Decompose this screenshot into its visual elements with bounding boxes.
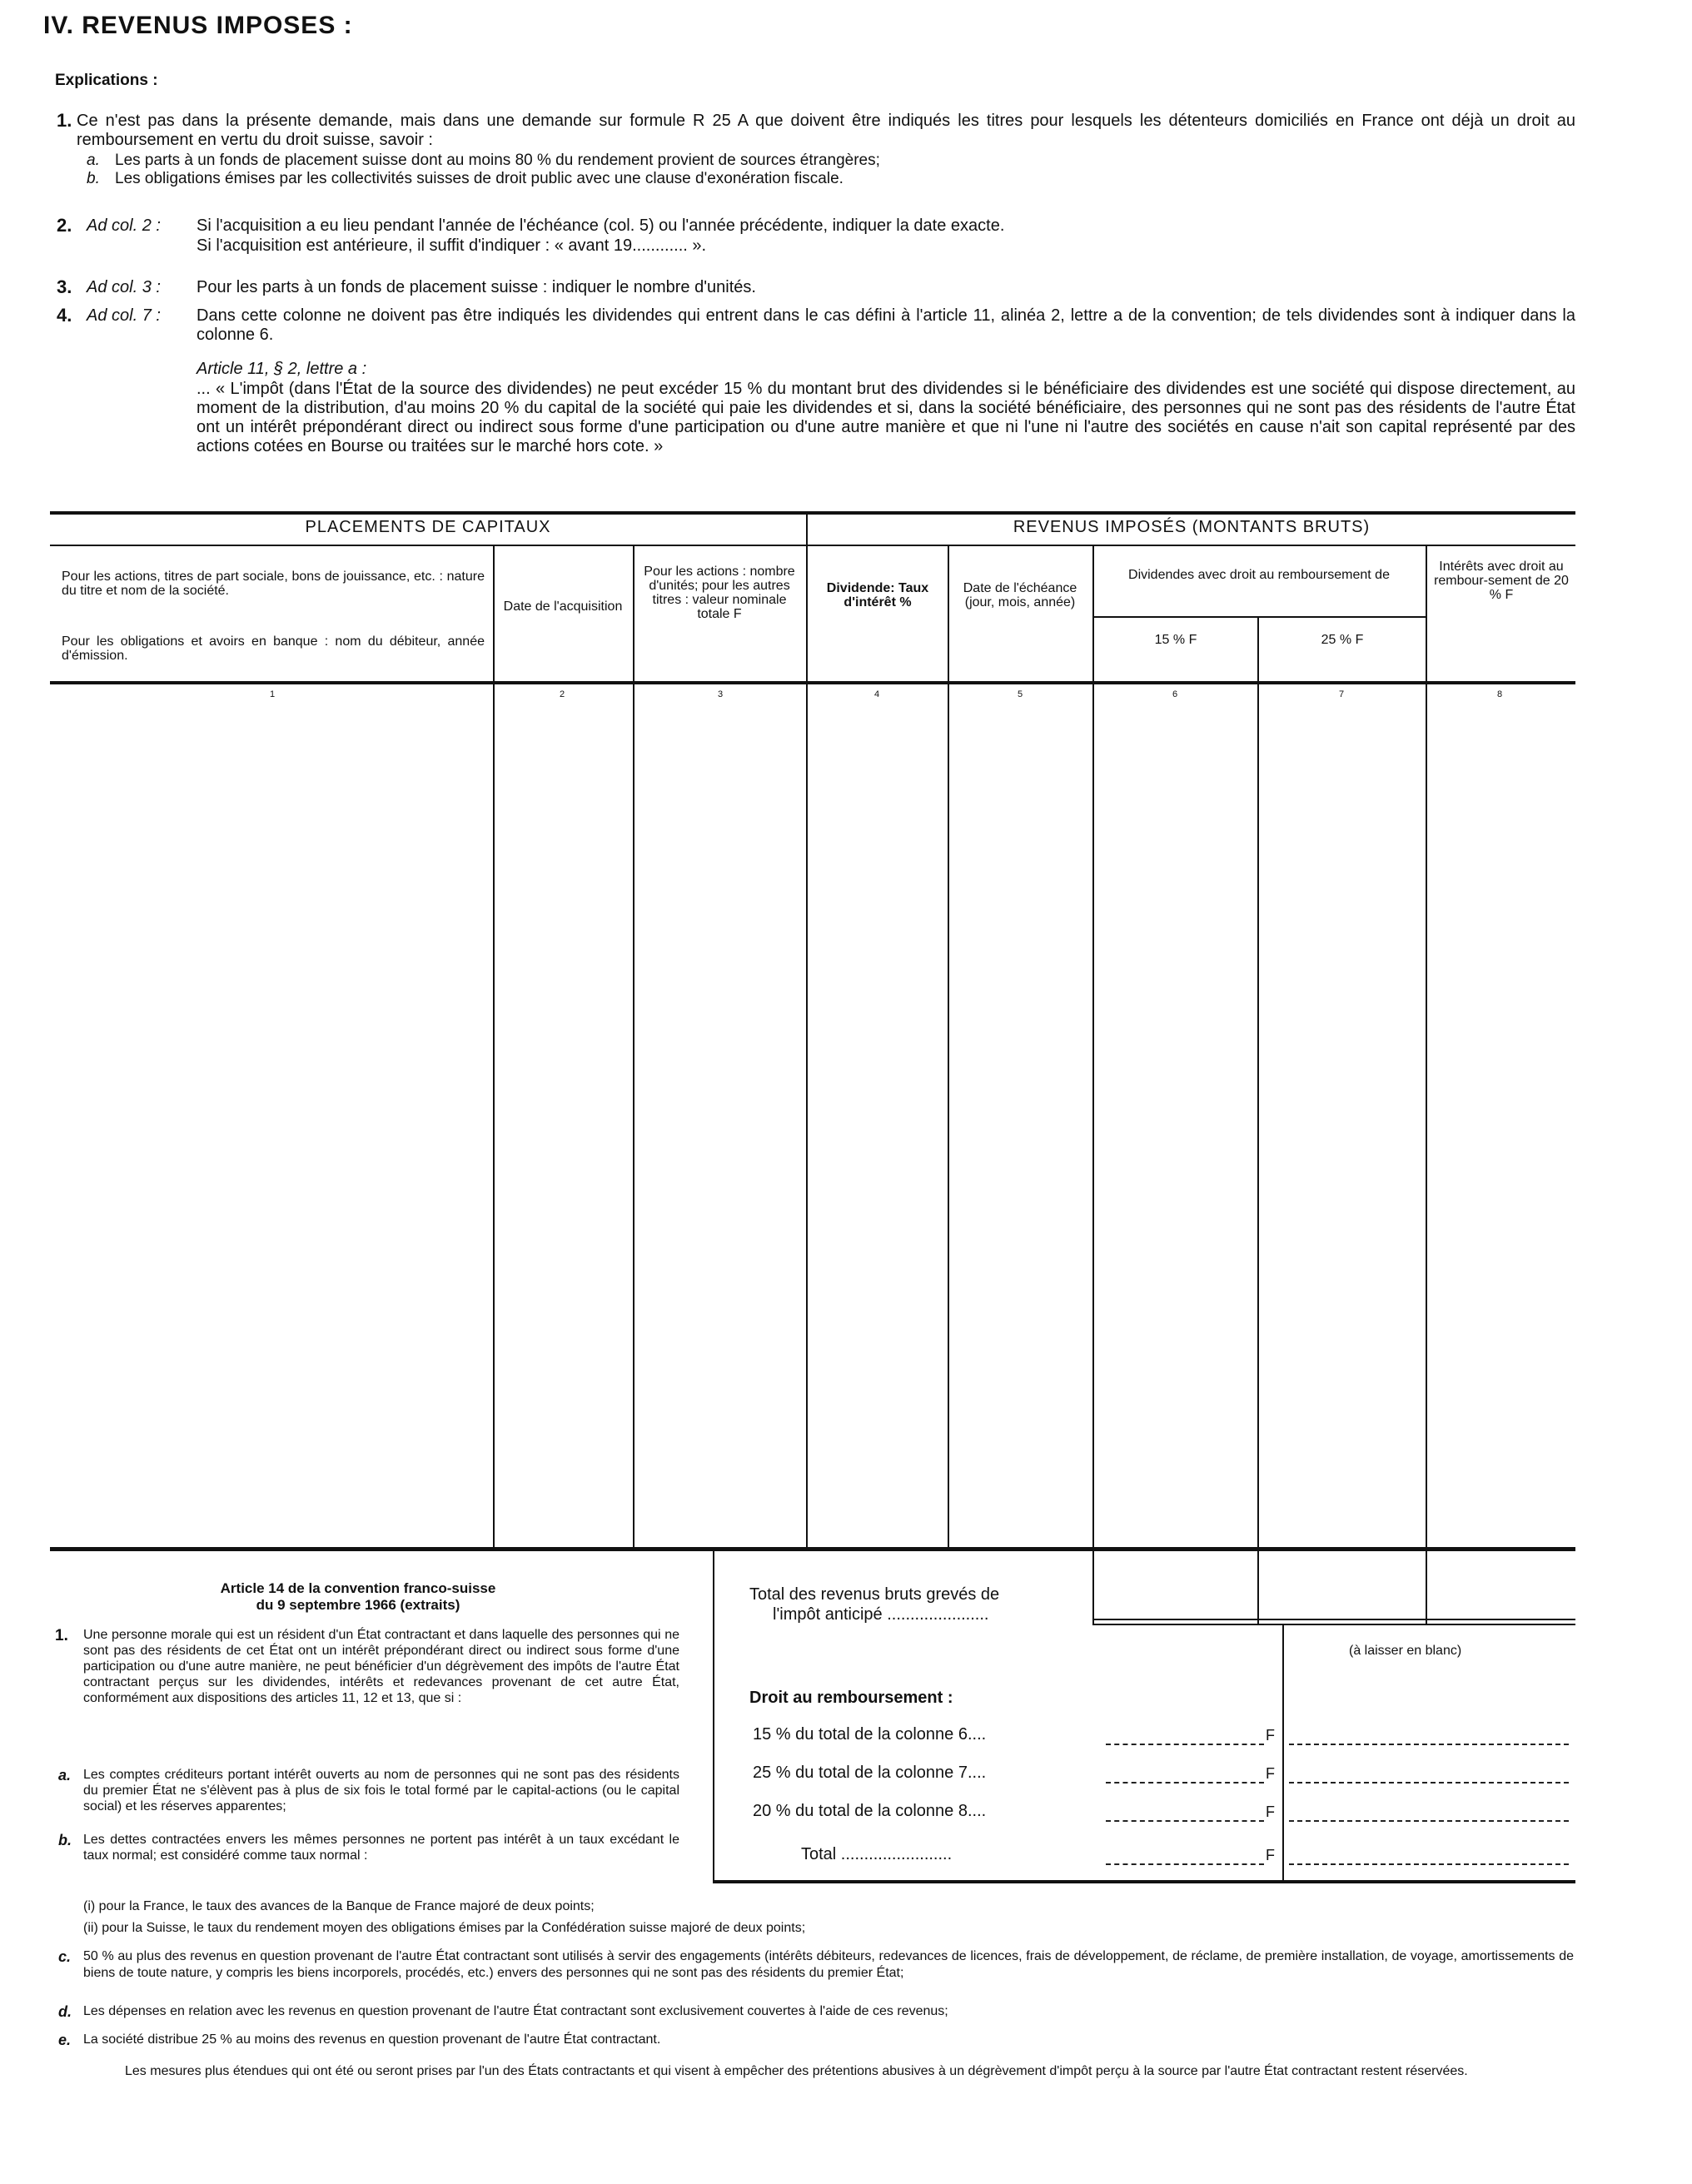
totals-rule-2 <box>1092 1624 1575 1625</box>
refund-20-blank <box>1289 1820 1569 1822</box>
item-1-number: 1. <box>57 110 72 131</box>
item-2-text-2: Si l'acquisition est antérieure, il suffit d'indiquer : « avant 19............ ». <box>197 236 707 255</box>
col2-header: Date de l'acquisition <box>503 599 623 614</box>
entry-col-7[interactable] <box>1259 699 1426 1547</box>
article14-pb-text: Les dettes contractées envers les mêmes personnes ne portent pas intérêt à un taux excédant le taux normal; est considéré comme taux normal : <box>83 1833 679 1863</box>
item-4-text: Dans cette colonne ne doivent pas être indiqués les dividendes qui entrent dans le cas défini à l'article 11, alinéa 2, lettre a de la convention; de tels dividendes sont à indiquer dans la colonne 6. <box>197 306 1575 344</box>
entry-col-8[interactable] <box>1427 699 1575 1547</box>
item-1a-text: Les parts à un fonds de placement suisse dont au moins 80 % du rendement provient de sources étrangères; <box>115 152 880 169</box>
entry-col-5[interactable] <box>949 699 1092 1547</box>
item-1b-letter: b. <box>87 170 100 187</box>
refund-total-field[interactable] <box>1106 1863 1264 1865</box>
refund-20-label: 20 % du total de la colonne 8.... <box>753 1802 987 1820</box>
total-field-col7[interactable] <box>1259 1557 1426 1617</box>
article14-closing: Les mesures plus étendues qui ont été ou seront prises par l'un des États contractants et qui visent à empêcher des prétentions abusives à un dégrèvement d'impôt perçu à la source par l'autre État contractant restent réservées. <box>125 2064 1468 2078</box>
refund-20-field[interactable] <box>1106 1820 1264 1822</box>
refund-total-currency: F <box>1266 1847 1275 1863</box>
col-number-3: 3 <box>718 689 724 699</box>
article14-pc-letter: c. <box>58 1948 72 1965</box>
refund-25-field[interactable] <box>1106 1782 1264 1784</box>
refund-total-label: Total ........................ <box>801 1845 953 1863</box>
item-3-number: 3. <box>57 276 72 297</box>
item-3-ref: Ad col. 3 : <box>87 278 161 296</box>
group-header-placements: PLACEMENTS DE CAPITAUX <box>305 518 551 536</box>
col5-header: Date de l'échéance (jour, mois, année) <box>963 581 1077 609</box>
total-field-col8[interactable] <box>1427 1557 1575 1617</box>
refund-25-currency: F <box>1266 1765 1275 1782</box>
article14-pb-i: (i) pour la France, le taux des avances de la Banque de France majoré de deux points; <box>83 1899 595 1913</box>
table-subgroup-rule <box>1092 616 1426 618</box>
refund-20-currency: F <box>1266 1803 1275 1820</box>
entry-col-2[interactable] <box>495 699 633 1547</box>
col7-header: 25 % F <box>1321 633 1364 647</box>
refund-25-blank <box>1289 1782 1569 1784</box>
col6-header: 15 % F <box>1154 633 1197 647</box>
article14-pb-ii: (ii) pour la Suisse, le taux du rendement moyen des obligations émises par la Confédération suisse majoré de deux points; <box>83 1921 806 1935</box>
totals-bottom-rule <box>713 1880 1575 1883</box>
table-bottom-rule <box>50 1547 1575 1551</box>
item-2-text-1: Si l'acquisition a eu lieu pendant l'année de l'échéance (col. 5) ou l'année précédente, indiquer la date exacte. <box>197 216 1005 235</box>
totals-box-left-border <box>713 1550 714 1883</box>
refund-25-label: 25 % du total de la colonne 7.... <box>753 1764 987 1782</box>
item-2-number: 2. <box>57 215 72 236</box>
col8-header: Intérêts avec droit au rembour-sement de 20 % F <box>1434 560 1569 602</box>
refund-15-label: 15 % du total de la colonne 6.... <box>753 1725 987 1744</box>
item-4-quote: ... « L'impôt (dans l'État de la source des dividendes) ne peut excéder 15 % du montant brut des dividendes si le bénéficiaire des dividendes est une société qui dispose directement, au moment de la distribution, d'au moins 20 % du capital de la société qui paie les dividendes et si, dans la société bénéficiaire, des personnes qui ne sont pas des résidents de l'autre État ont un intérêt prépondérant direct ou indirect sous forme d'une participation ou d'une autre manière et que ni l'une ni l'autre des sociétés en cause n'ait son capital représenté par des actions cotées en Bourse ou traitées sur le marché hors cote. » <box>197 380 1575 455</box>
entry-col-4[interactable] <box>808 699 948 1547</box>
col-number-1: 1 <box>270 689 276 699</box>
droit-label: Droit au remboursement : <box>749 1689 953 1707</box>
col3-header: Pour les actions : nombre d'unités; pour les autres titres : valeur nominale totale F <box>644 565 795 621</box>
article14-pd-letter: d. <box>58 2003 72 2020</box>
section-title: IV. REVENUS IMPOSES : <box>43 12 353 39</box>
col4-header: Dividende: Taux d'intérêt % <box>826 581 929 609</box>
item-4-ref: Ad col. 7 : <box>87 306 161 325</box>
refund-total-blank <box>1289 1863 1569 1865</box>
col1-header-a: Pour les actions, titres de part sociale, bons de jouissance, etc. : nature du titre et nom de la société. <box>62 570 485 598</box>
article14-p1-number: 1. <box>55 1627 68 1644</box>
col-number-8: 8 <box>1497 689 1503 699</box>
entry-col-3[interactable] <box>634 699 806 1547</box>
article14-pa-text: Les comptes créditeurs portant intérêt ouverts au nom de personnes qui ne sont pas des résidents du premier État ne s'élèvent pas à plus de six fois le total formé par le capital-actions (ou le capital social) et les réserves apparentes; <box>83 1768 679 1813</box>
refund-15-currency: F <box>1266 1727 1275 1744</box>
col-number-6: 6 <box>1172 689 1178 699</box>
col-number-2: 2 <box>560 689 565 699</box>
col-number-5: 5 <box>1018 689 1023 699</box>
article14-title-2: du 9 septembre 1966 (extraits) <box>256 1597 460 1613</box>
article14-pe-text: La société distribue 25 % au moins des revenus en question provenant de l'autre État contractant. <box>83 2032 661 2047</box>
total-label-2: l'impôt anticipé ...................... <box>773 1605 989 1624</box>
article14-pd-text: Les dépenses en relation avec les revenus en question provenant de l'autre État contractant sont exclusivement couvertes à l'aide de ces revenus; <box>83 2004 948 2018</box>
item-3-text: Pour les parts à un fonds de placement suisse : indiquer le nombre d'unités. <box>197 278 756 296</box>
blank-note: (à laisser en blanc) <box>1349 1644 1462 1658</box>
table-header-rule <box>50 681 1575 684</box>
refund-15-blank <box>1289 1744 1569 1745</box>
item-2-ref: Ad col. 2 : <box>87 216 161 235</box>
col67-group-header: Dividendes avec droit au remboursement de <box>1128 568 1390 582</box>
total-field-col6[interactable] <box>1092 1557 1257 1617</box>
article14-pe-letter: e. <box>58 2032 72 2048</box>
explications-heading: Explications : <box>55 72 158 89</box>
totals-rule-1 <box>1092 1619 1575 1620</box>
item-1-text: Ce n'est pas dans la présente demande, mais dans une demande sur formule R 25 A que doivent être indiqués les titres pour lesquels les détenteurs domiciliés en France ont déjà un droit au remboursement en vertu du droit suisse, savoir : <box>77 112 1575 149</box>
entry-col-1[interactable] <box>52 699 493 1547</box>
article14-p1-text: Une personne morale qui est un résident d'un État contractant et dans laquelle des personnes qui ne sont pas des résidents de cet État ont un intérêt prépondérant direct ou indirect sous forme d'une participation ou d'une autre manière, ne peut bénéficier d'un dégrèvement des impôts de l'autre État contractant perçus sur les dividendes, intérêts et redevances provenant de cet autre État, conformément aux dispositions des articles 11, 12 et 13, que si : <box>83 1628 679 1705</box>
table-group-rule <box>50 545 1575 546</box>
refund-15-field[interactable] <box>1106 1744 1264 1745</box>
totals-blank-divider <box>1282 1625 1284 1883</box>
article14-pb-letter: b. <box>58 1832 72 1848</box>
article14-pc-text: 50 % au plus des revenus en question provenant de l'autre État contractant sont utilisés à servir des engagements (intérêts débiteurs, redevances de licences, frais de développement, de réclame, de première installation, de voyage, amortissements de biens de toute nature, y compris les biens incorporels, procédés, etc.) envers des personnes qui ne sont pas des résidents du premier État; <box>83 1949 1574 1980</box>
col-number-4: 4 <box>874 689 880 699</box>
entry-col-6[interactable] <box>1094 699 1257 1547</box>
total-label-1: Total des revenus bruts grevés de <box>749 1585 1000 1604</box>
item-1a-letter: a. <box>87 152 100 169</box>
article14-pa-letter: a. <box>58 1767 72 1784</box>
item-4-number: 4. <box>57 305 72 326</box>
article14-title-1: Article 14 de la convention franco-suisse <box>220 1580 496 1596</box>
item-4-article: Article 11, § 2, lettre a : <box>197 360 367 378</box>
group-header-revenus: REVENUS IMPOSÉS (MONTANTS BRUTS) <box>1013 518 1371 536</box>
table-top-rule <box>50 511 1575 515</box>
col1-header-b: Pour les obligations et avoirs en banque : nom du débiteur, année d'émission. <box>62 634 485 663</box>
item-1b-text: Les obligations émises par les collectivités suisses de droit public avec une clause d'exonération fiscale. <box>115 170 844 187</box>
col-number-7: 7 <box>1339 689 1345 699</box>
